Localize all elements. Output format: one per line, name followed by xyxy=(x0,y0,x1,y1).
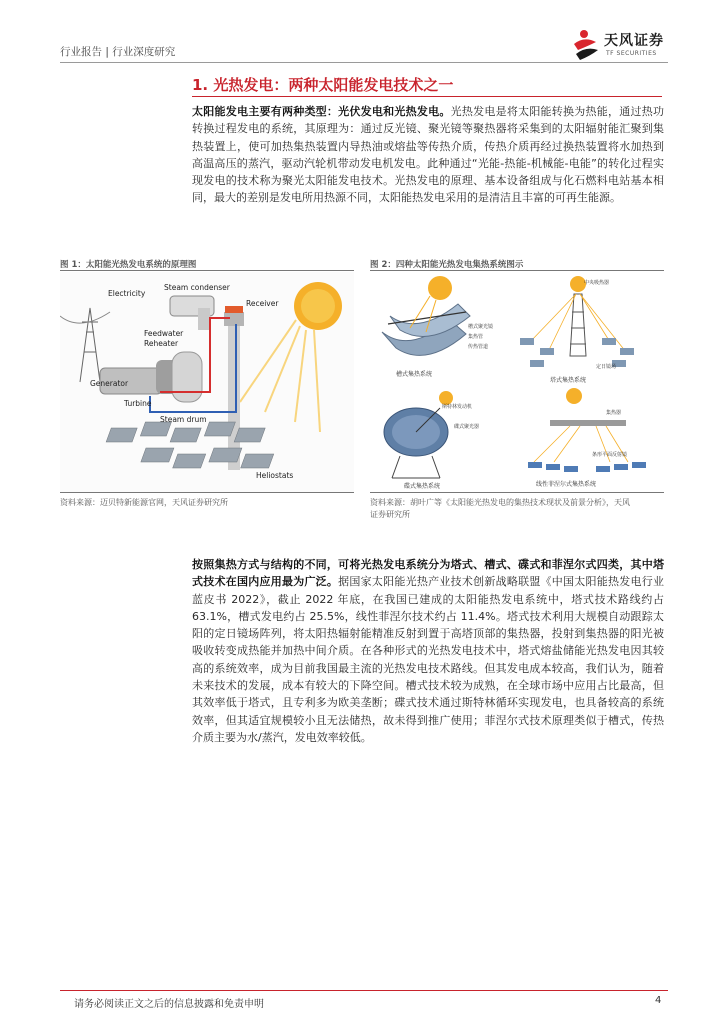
report-category: 行业报告 | 行业深度研究 xyxy=(60,46,176,58)
figure2-caption: 图 2：四种太阳能光热发电集热系统图示 xyxy=(370,260,524,270)
figure1-top-rule xyxy=(60,270,354,271)
label-heliostat-field: 定日镜场 xyxy=(596,364,617,370)
label-heliostats: Heliostats xyxy=(256,471,294,480)
logo-mark-icon xyxy=(574,30,598,60)
label-dish-system: 碟式集热系统 xyxy=(404,483,441,490)
footer-divider xyxy=(60,990,668,991)
classification-paragraph-lead: 按照集热方式与结构的不同，可将光热发电系统分为塔式、槽式、碟式和菲涅尔式四类，其中塔式技术在国内应用最为广泛。 xyxy=(192,558,664,589)
footer-disclaimer: 请务必阅读正文之后的信息披露和免责申明 xyxy=(74,999,264,1010)
label-trough-system: 槽式集热系统 xyxy=(396,371,433,378)
label-receiver: Receiver xyxy=(246,299,279,308)
label-absorber-tube: 集热管 xyxy=(468,334,484,340)
figure1-source: 资料来源：迈贝特新能源官网，天风证券研究所 xyxy=(60,498,228,507)
label-electricity: Electricity xyxy=(108,289,146,298)
label-dish-mirror: 碟式聚光器 xyxy=(454,424,480,430)
sun-icon xyxy=(294,282,342,330)
figure1-bottom-rule xyxy=(60,492,354,493)
label-fresnel-receiver: 集热器 xyxy=(606,410,622,416)
classification-paragraph-body: 据国家太阳能光热产业技术创新战略联盟《中国太阳能热发电行业蓝皮书 2022》，截止 2022 年底，在我国已建成的太阳能热发电系统中，塔式技术路线约占 63.1%，槽式发电约占 25.5%，线性菲涅尔技术约占 11.4%。塔式技术利用大规模自动跟踪太阳的定日镜场阵列，将太阳热辐射能精准反射到置于高塔顶部的集热器，投射到集热器的阳光被吸收转变成热能并加热中间介质。在各种形式的光热发电技术中，塔式熔盐储能光热发电因其较高的系统效率，成为目前我国最主流的光热发电技术路线。但其发电成本较高，我们认为，随着未来技术的发展，成本有较大的下降空间。槽式技术较为成熟，在全球市场中应用占比最高，但其效率低于塔式，且专利多为欧美垄断；碟式技术通过斯特林循环实现发电，也具备较高的系统效率，但其适宜规模较小且无法储热，故未得到推广使用；菲涅尔式技术原理类似于槽式，传热介质主要为水/蒸汽，发电效率较低。 xyxy=(192,575,664,744)
label-generator: Generator xyxy=(90,379,129,388)
logo-name-en: TF SECURITIES xyxy=(606,50,657,57)
section-title: 1. 光热发电：两种太阳能发电技术之一 xyxy=(192,76,454,94)
figure2-top-rule xyxy=(370,270,664,271)
figure2-diagram xyxy=(370,272,664,492)
intro-paragraph-lead: 太阳能发电主要有两种类型：光伏发电和光热发电。 xyxy=(192,105,451,118)
label-reheater: Reheater xyxy=(144,339,179,348)
steam-drum-icon xyxy=(172,352,202,402)
classification-paragraph xyxy=(192,556,664,746)
label-stirling: 斯特林发动机 xyxy=(442,404,473,410)
label-steam-drum: Steam drum xyxy=(160,415,207,424)
section-title-underline xyxy=(192,96,662,97)
label-turbine: Turbine xyxy=(124,399,152,408)
figure2-bottom-rule xyxy=(370,492,664,493)
label-trough-mirror: 槽式聚光镜 xyxy=(468,324,494,330)
label-steam-condenser: Steam condenser xyxy=(164,283,230,292)
figure2-source-line1: 资料来源：胡叶广等《太阳能光热发电的集热技术现状及前景分析》，天风 xyxy=(370,498,630,507)
figure1-diagram xyxy=(60,272,354,492)
figure2-source-line2: 证券研究所 xyxy=(370,510,410,519)
label-central-receiver: 中央吸热器 xyxy=(584,280,610,286)
page-number: 4 xyxy=(655,995,662,1006)
label-fresnel-mirror: 条形平面反射镜 xyxy=(592,452,628,458)
intro-paragraph-body: 光热发电是将太阳能转换为热能，通过热功转换过程发电的系统，其原理为：通过反光镜、聚光镜等聚热器将采集到的太阳辐射能汇聚到集热装置上，使可加热集热装置内导热油或熔盐等传热介质，传热介质再经过换热装置将水加热到高温高压的蒸汽，驱动汽轮机带动发电机发电。此种通过“光能-热能-机械能-电能”的转化过程实现发电的技术称为聚光太阳能发电技术。光热发电的原理、基本设备组成与化石燃料电站基本相同，最大的差别是发电所用热源不同，太阳能热发电采用的是清洁且丰富的可再生能源。 xyxy=(192,105,664,205)
label-tower-system: 塔式集热系统 xyxy=(550,377,587,384)
label-heat-pipe: 传热管道 xyxy=(468,344,489,350)
figure1-caption: 图 1：太阳能光热发电系统的原理图 xyxy=(60,260,197,270)
label-feedwater: Feedwater xyxy=(144,329,184,338)
figure2-source xyxy=(370,497,664,521)
logo-name-cn: 天风证券 xyxy=(604,33,664,49)
header-divider xyxy=(60,62,668,63)
reheater-icon xyxy=(198,308,210,330)
intro-paragraph xyxy=(192,103,664,207)
label-fresnel-system: 线性菲涅尔式集热系统 xyxy=(536,481,597,488)
